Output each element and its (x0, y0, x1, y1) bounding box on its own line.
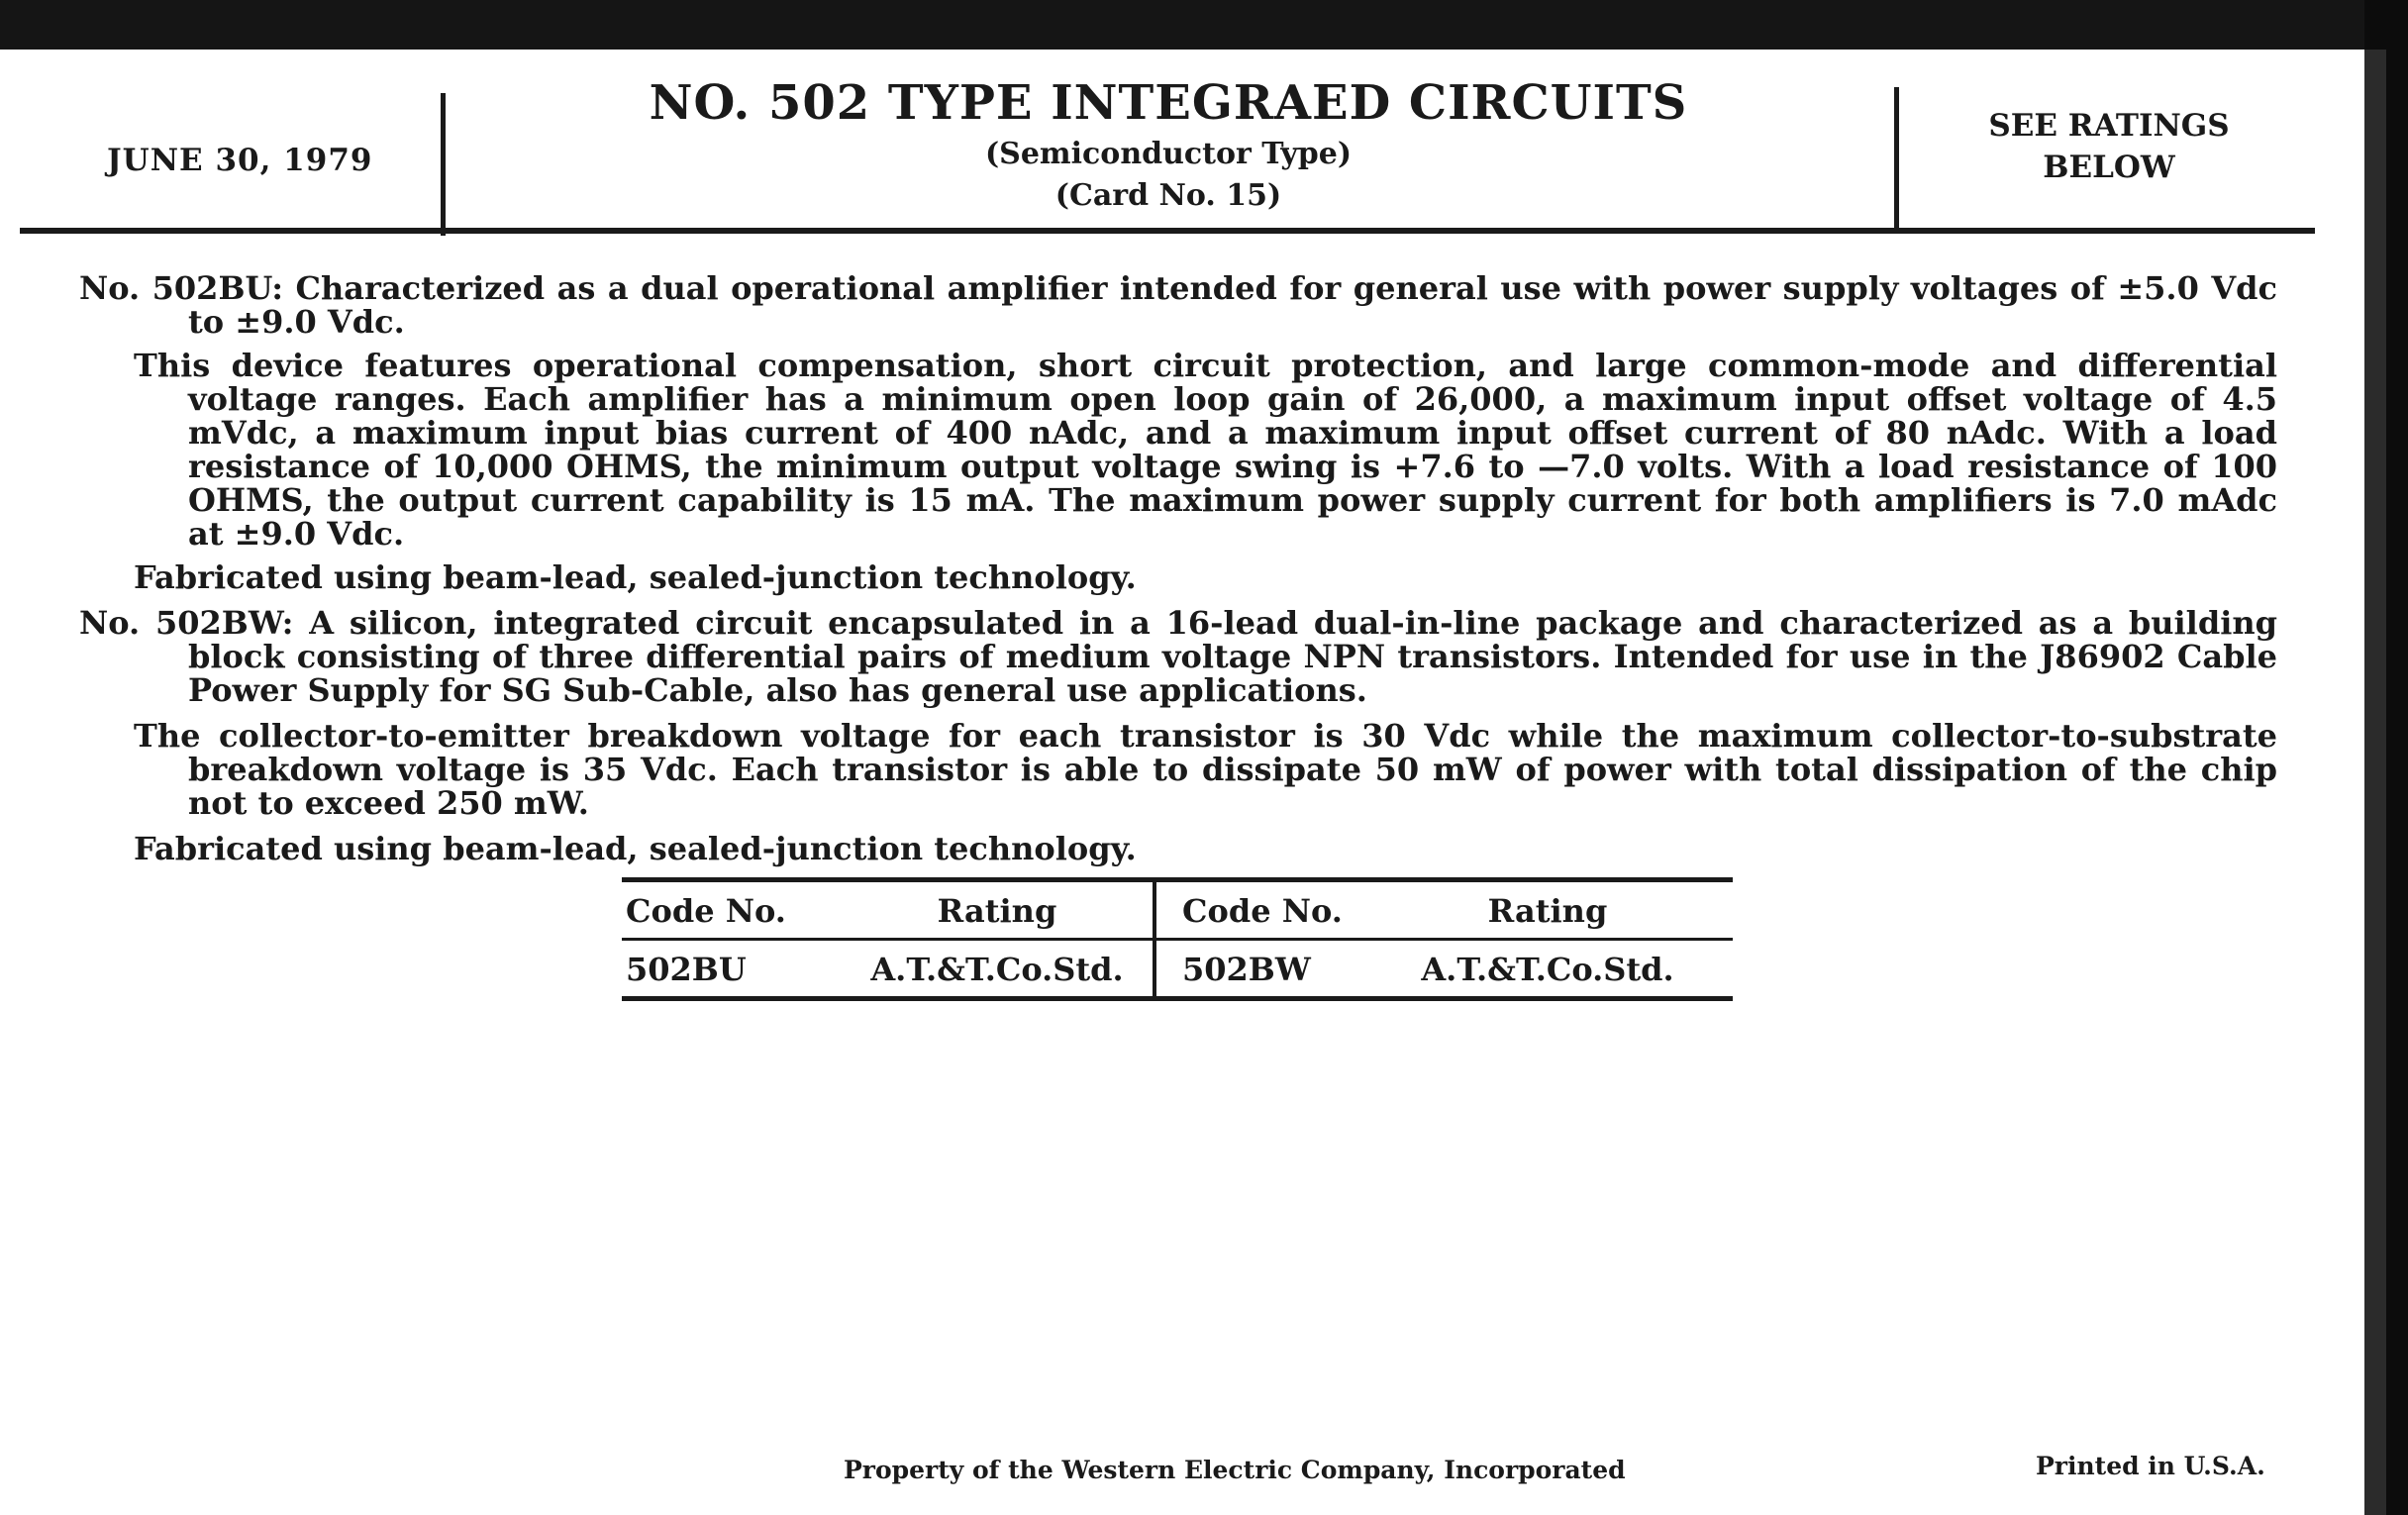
table-header-rating-2: Rating (1487, 892, 1608, 930)
printed-notice: Printed in U.S.A. (2036, 1452, 2265, 1480)
ratings-note-line-1: SEE RATINGS (1988, 108, 2230, 144)
bw-fabrication-paragraph: Fabricated using beam-lead, sealed-junction technology. (134, 830, 1137, 867)
header-divider-right (1894, 87, 1899, 232)
bw-intro-paragraph: No. 502BW: A silicon, integrated circuit encapsulated in a 16-lead dual-in-line package and characterized as a building block consisting of three differential pairs of medium voltage NPN transistors. Intended for use in the J86902 Cable Power Supply for SG Sub-Cable, also has general use applications. (79, 604, 2277, 709)
table-bottom-rule (622, 996, 1733, 1001)
card-title: NO. 502 TYPE INTEGRAED CIRCUITS (649, 75, 1688, 131)
table-cell-rating-502bw: A.T.&T.Co.Std. (1421, 951, 1674, 988)
issue-date: JUNE 30, 1979 (107, 143, 373, 178)
table-cell-rating-502bu: A.T.&T.Co.Std. (870, 951, 1124, 988)
table-cell-code-502bw: 502BW (1182, 951, 1311, 988)
card-body (79, 271, 2277, 865)
ratings-note-line-2: BELOW (2043, 150, 2175, 185)
table-top-rule (622, 877, 1733, 882)
property-notice: Property of the Western Electric Company, Incorporated (844, 1456, 1626, 1484)
table-center-divider (1153, 877, 1156, 1001)
scan-edge (2364, 0, 2408, 1515)
ratings-note (1911, 105, 2307, 188)
ratings-table (622, 877, 1733, 1002)
card-subtitle-type: (Semiconductor Type) (984, 137, 1353, 171)
table-header-rule (622, 938, 1733, 941)
table-header-code-2: Code No. (1182, 892, 1343, 930)
header-divider-left (441, 93, 446, 236)
specification-card (0, 50, 2364, 1515)
table-header-code-1: Code No. (626, 892, 786, 930)
table-cell-code-502bu: 502BU (626, 951, 747, 988)
bu-features-paragraph: This device features operational compensation, short circuit protection, and large common-mode and differential voltage ranges. Each amplifier has a minimum open loop gain of 26,000, a maximum input offset voltage of 4.5 mVdc, a maximum input bias current of 400 nAdc, and a maximum input offset current of 80 nAdc. With a load resistance of 10,000 OHMS, the minimum output voltage swing is +7.6 to —7.0 volts. With a load resistance of 100 OHMS, the output current capability is 15 mA. The maximum power supply current for both amplifiers is 7.0 mAdc at ±9.0 Vdc. (134, 347, 2277, 553)
card-subtitle-number: (Card No. 15) (1054, 178, 1282, 213)
bw-features-paragraph: The collector-to-emitter breakdown voltage for each transistor is 30 Vdc while the maximum collector-to-substrate breakdown voltage is 35 Vdc. Each transistor is able to dissipate 50 mW of power with total dissipation of the chip not to exceed 250 mW. (134, 717, 2277, 822)
header-rule (20, 228, 2315, 234)
bu-fabrication-paragraph: Fabricated using beam-lead, sealed-junction technology. (134, 558, 1137, 596)
table-header-rating-1: Rating (937, 892, 1057, 930)
bu-intro-paragraph: No. 502BU: Characterized as a dual operational amplifier intended for general use with power supply voltages of ±5.0 Vdc to ±9.0 Vdc. (79, 269, 2277, 341)
